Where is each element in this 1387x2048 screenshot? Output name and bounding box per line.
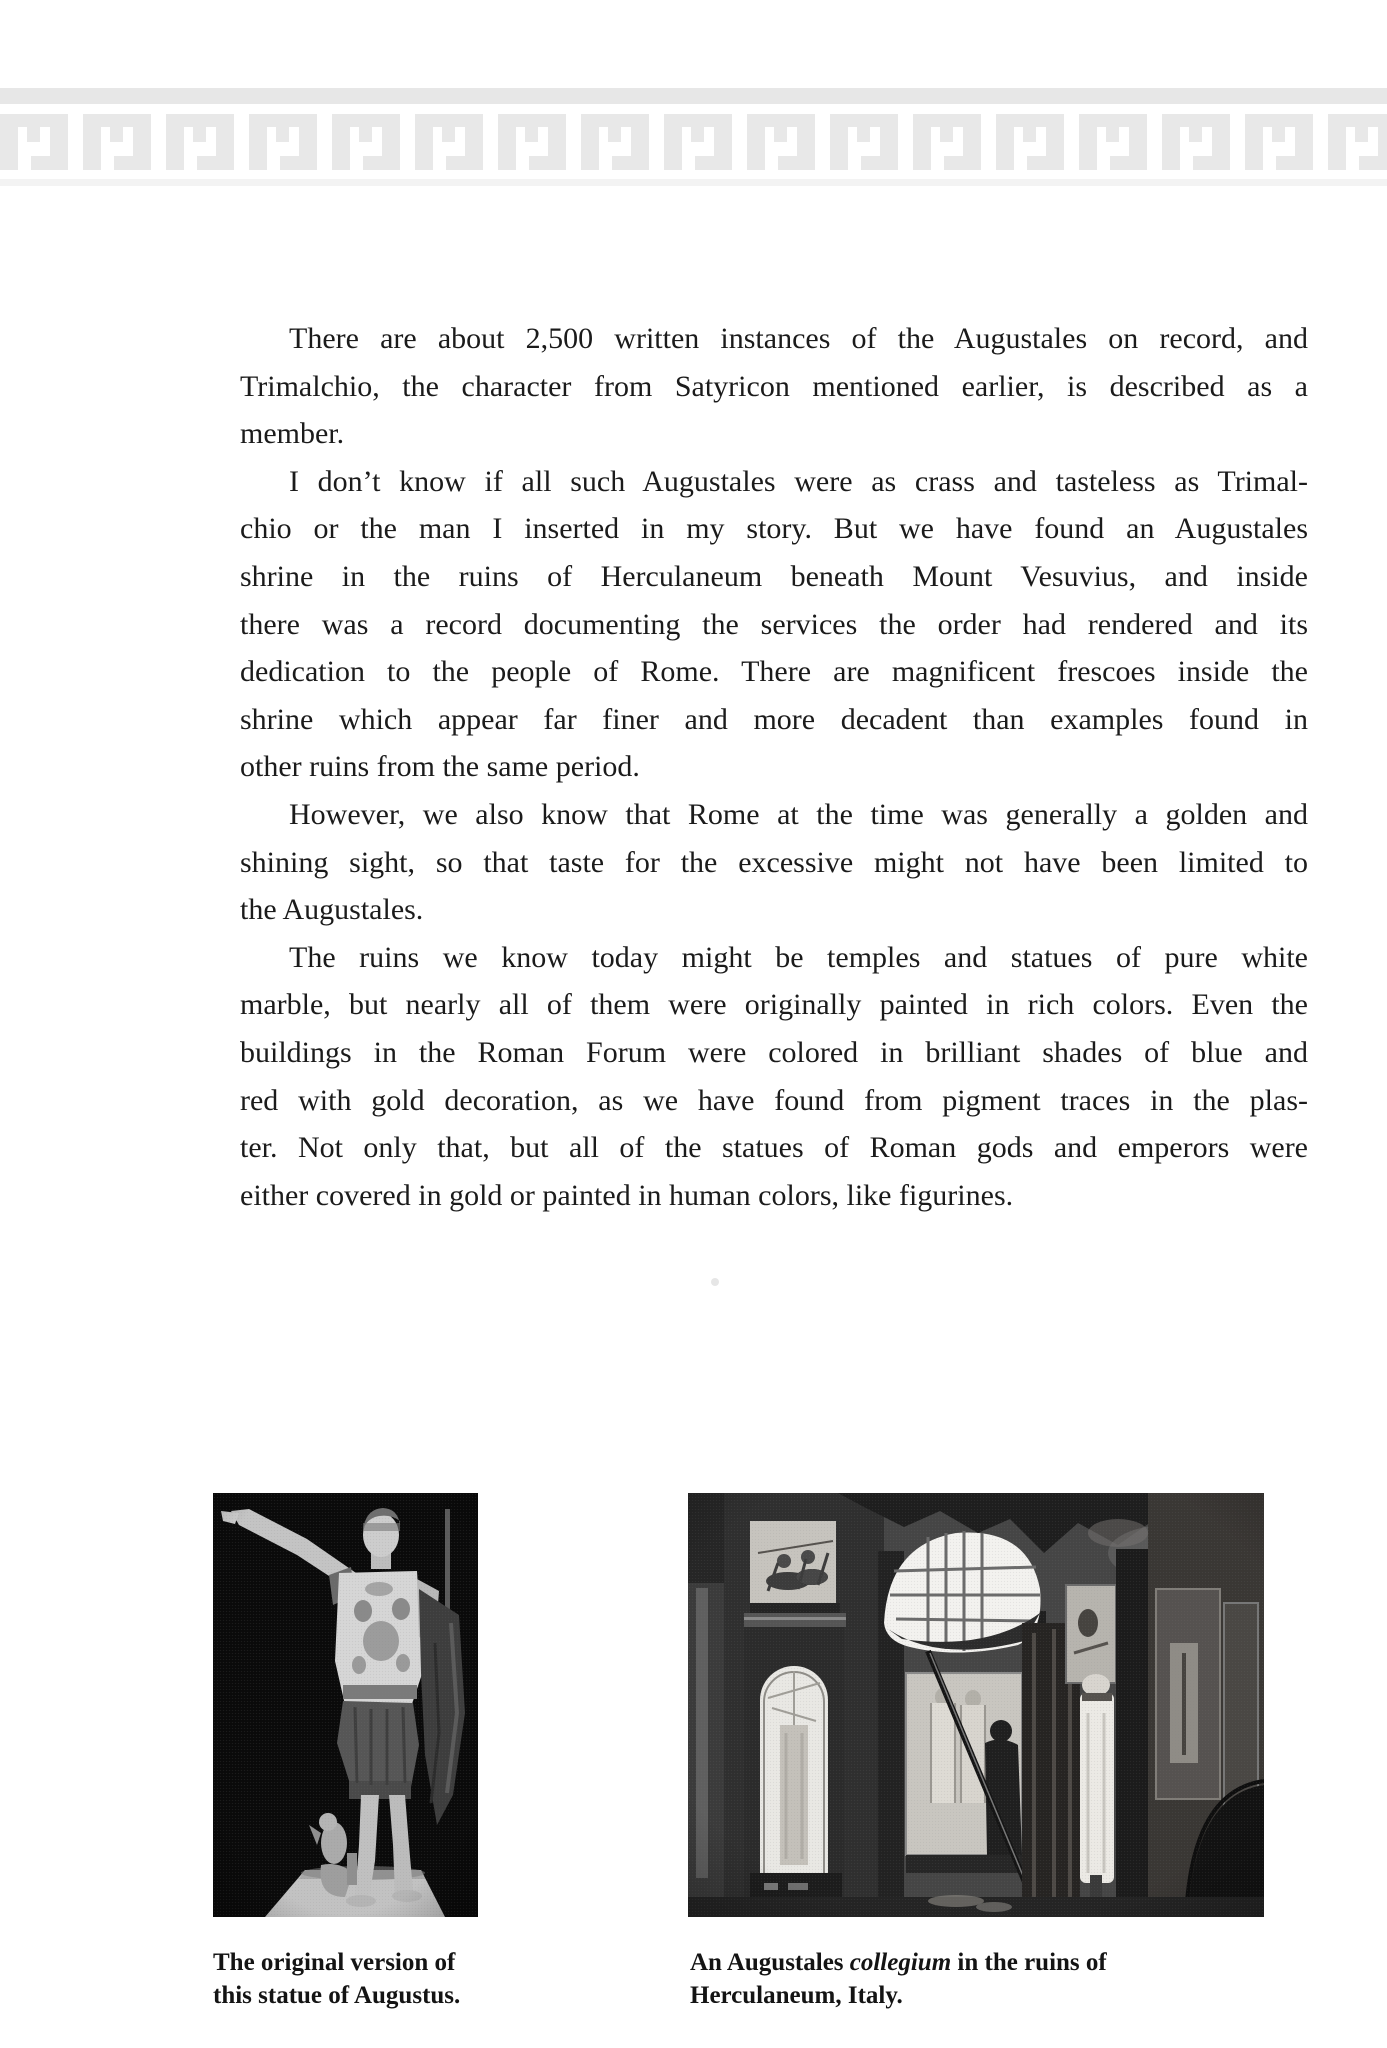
body-text bbox=[240, 315, 1308, 1219]
print-artifact-dot bbox=[711, 1278, 719, 1286]
body-text-line: The ruins we know today might be temples and statues of pure white bbox=[289, 940, 1308, 974]
body-text-line: red with gold decoration, as we have found from pigment traces in the plas- bbox=[240, 1083, 1308, 1117]
body-text-line: shrine which appear far finer and more decadent than examples found in bbox=[240, 702, 1308, 736]
body-text-line: other ruins from the same period. bbox=[240, 750, 640, 784]
caption-line: this statue of Augustus. bbox=[213, 1982, 461, 2009]
caption-line: Herculaneum, Italy. bbox=[690, 1982, 903, 2009]
body-text-line: chio or the man I inserted in my story. But we have found an Augustales bbox=[240, 512, 1308, 546]
body-text-line: Trimalchio, the character from Satyricon mentioned earlier, is described as a bbox=[240, 369, 1308, 403]
body-text-line: marble, but nearly all of them were originally painted in rich colors. Even the bbox=[240, 988, 1308, 1022]
figure-augustus-statue bbox=[213, 1493, 478, 1917]
body-text-line: dedication to the people of Rome. There are magnificent frescoes inside the bbox=[240, 655, 1308, 689]
body-text-line: shining sight, so that taste for the excessive might not have been limited to bbox=[240, 845, 1308, 879]
body-text-line: shrine in the ruins of Herculaneum beneath Mount Vesuvius, and inside bbox=[240, 559, 1308, 593]
body-text-line: there was a record documenting the services the order had rendered and its bbox=[240, 607, 1308, 641]
body-text-line: ter. Not only that, but all of the statues of Roman gods and emperors were bbox=[240, 1131, 1308, 1165]
caption-collegium bbox=[690, 1946, 1250, 2012]
body-text-line: either covered in gold or painted in human colors, like figurines. bbox=[240, 1178, 1014, 1212]
body-text-line: buildings in the Roman Forum were colored in brilliant shades of blue and bbox=[240, 1035, 1308, 1069]
greek-key-border bbox=[0, 86, 1387, 190]
body-text-line: However, we also know that Rome at the time was generally a golden and bbox=[289, 797, 1308, 831]
body-text-line: I don’t know if all such Augustales were as crass and tasteless as Trimal- bbox=[289, 464, 1308, 498]
caption-augustus bbox=[213, 1946, 553, 2012]
caption-line: An Augustales collegium in the ruins of bbox=[690, 1949, 1107, 1976]
collegium-ruins-photo bbox=[688, 1493, 1264, 1917]
body-text-line: member. bbox=[240, 417, 345, 451]
body-text-line: There are about 2,500 written instances of the Augustales on record, and bbox=[289, 322, 1308, 355]
body-text-line: the Augustales. bbox=[240, 893, 424, 927]
augustus-statue-photo bbox=[213, 1493, 478, 1917]
figure-collegium-ruins bbox=[688, 1493, 1264, 1917]
caption-line: The original version of bbox=[213, 1949, 456, 1976]
